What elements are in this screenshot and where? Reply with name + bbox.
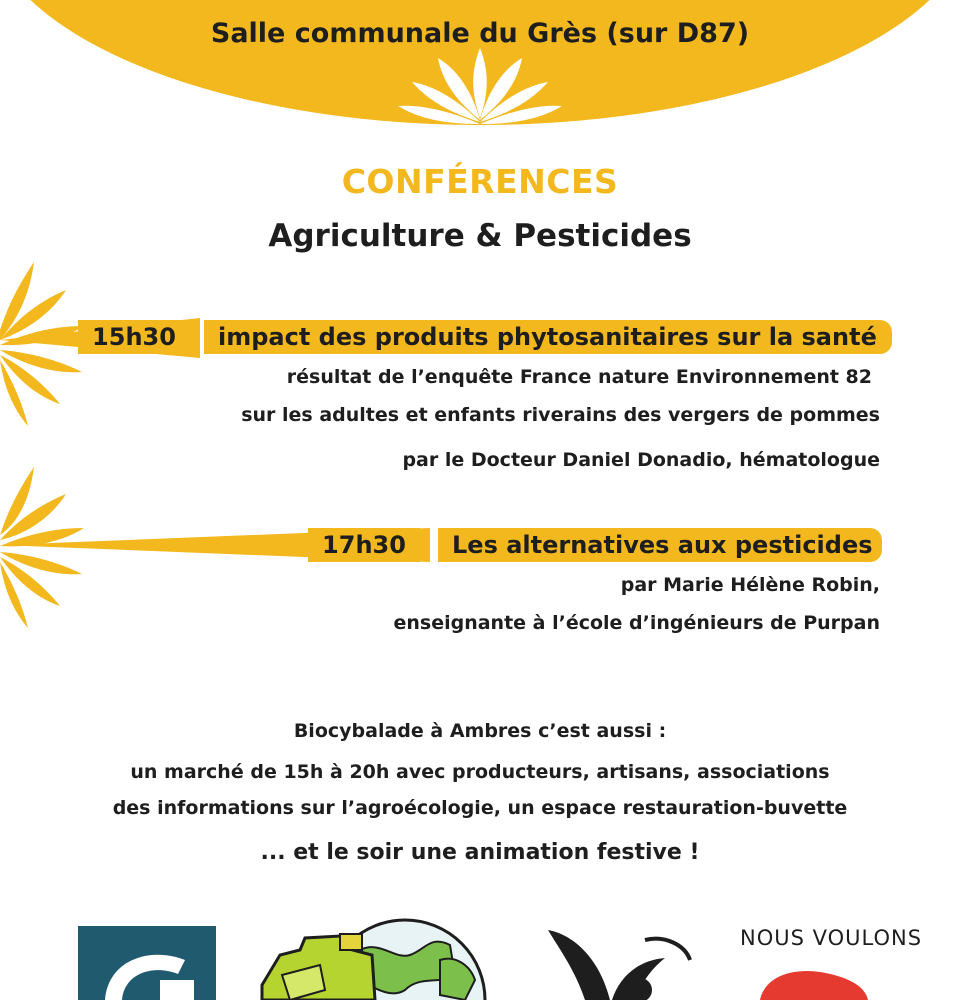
- logo-4-red-mark: [760, 971, 868, 1000]
- logo-1: [78, 926, 216, 1000]
- talk-1-time: 15h30: [78, 320, 190, 354]
- info-line-4: ... et le soir une animation festive !: [260, 840, 700, 865]
- venue-heading: Salle communale du Grès (sur D87): [210, 18, 750, 49]
- info-line-2: un marché de 15h à 20h avec producteurs, artisans, associations: [130, 761, 830, 783]
- logo-3-insect: [548, 930, 690, 1000]
- talk-2-detail-1: par Marie Hélène Robin,: [620, 574, 880, 596]
- talk-1-title: impact des produits phytosanitaires sur la santé: [204, 320, 892, 354]
- talk-2-detail-2: enseignante à l’école d’ingénieurs de Purpan: [393, 612, 880, 634]
- conferences-subtitle: Agriculture & Pesticides: [268, 218, 692, 254]
- info-line-1: Biocybalade à Ambres c’est aussi :: [293, 720, 667, 742]
- conferences-title: CONFÉRENCES: [341, 162, 619, 201]
- talk-1-detail-2: sur les adultes et enfants riverains des vergers de pommes: [241, 404, 880, 426]
- info-line-3: des informations sur l’agroécologie, un espace restauration-buvette: [112, 797, 848, 819]
- logo-4-text: NOUS VOULONS: [740, 926, 923, 950]
- talk-1-detail-1: résultat de l’enquête France nature Environnement 82: [286, 366, 872, 388]
- talk-1-detail-3: par le Docteur Daniel Donadio, hématologue: [402, 449, 880, 471]
- talk-2-title: Les alternatives aux pesticides: [438, 528, 882, 562]
- talk-2-time: 17h30: [308, 528, 420, 562]
- logo-2-jerrycan: [262, 934, 375, 1000]
